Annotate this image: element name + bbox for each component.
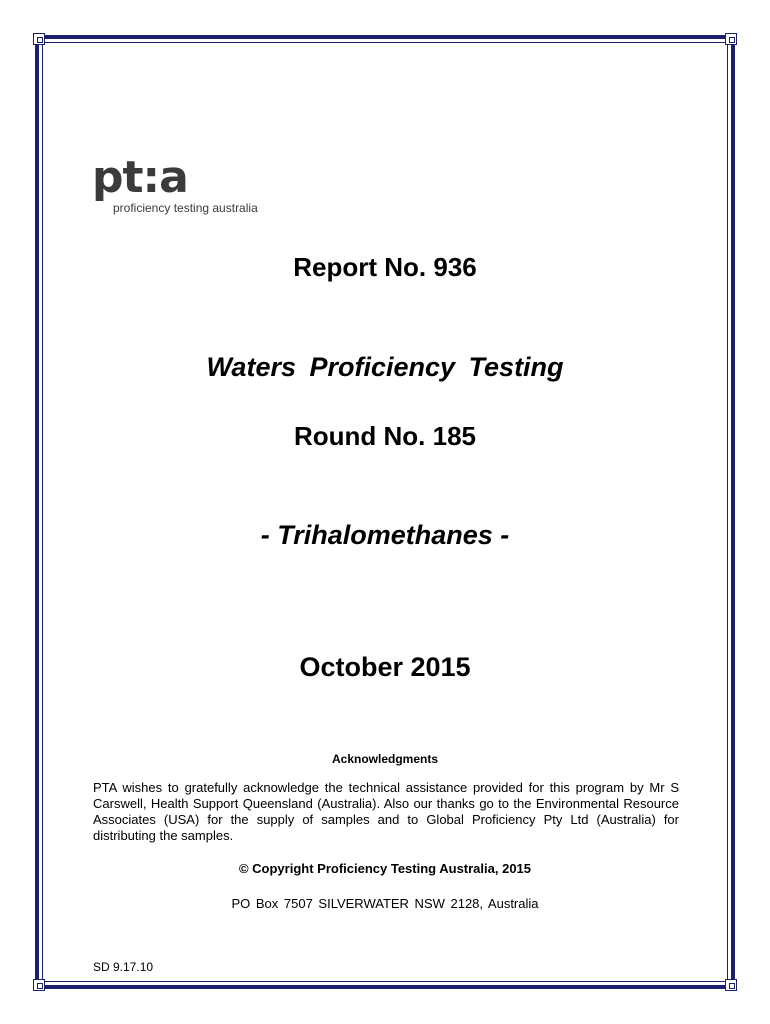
analyte-title: - Trihalomethanes - [260, 520, 510, 550]
logo-tagline: proficiency testing australia [113, 201, 258, 215]
acknowledgments-heading: Acknowledgments [331, 752, 439, 766]
report-date: October 2015 [299, 652, 471, 682]
postal-address: PO Box 7507 SILVERWATER NSW 2128, Australia [231, 896, 539, 911]
document-code: SD 9.17.10 [93, 960, 154, 974]
corner-ornament-bottom-left [33, 979, 45, 991]
corner-ornament-bottom-right [725, 979, 737, 991]
program-title: Waters Proficiency Testing [206, 352, 564, 382]
logo-wordmark: pt:a [92, 152, 188, 203]
corner-ornament-top-left [33, 33, 45, 45]
round-number: Round No. 185 [293, 421, 476, 451]
copyright-notice: © Copyright Proficiency Testing Australia, 2015 [238, 861, 532, 876]
pta-logo [92, 152, 262, 222]
corner-ornament-top-right [725, 33, 737, 45]
acknowledgments-body: PTA wishes to gratefully acknowledge the technical assistance provided for this program by Mr S Carswell, Health Support Queensland (Australia). Also our thanks go to the Environmental Resource Associates (USA) for the supply of samples and to Global Proficiency Pty Ltd (Australia) for distributing the samples. [93, 780, 679, 843]
report-number: Report No. 936 [293, 252, 477, 282]
